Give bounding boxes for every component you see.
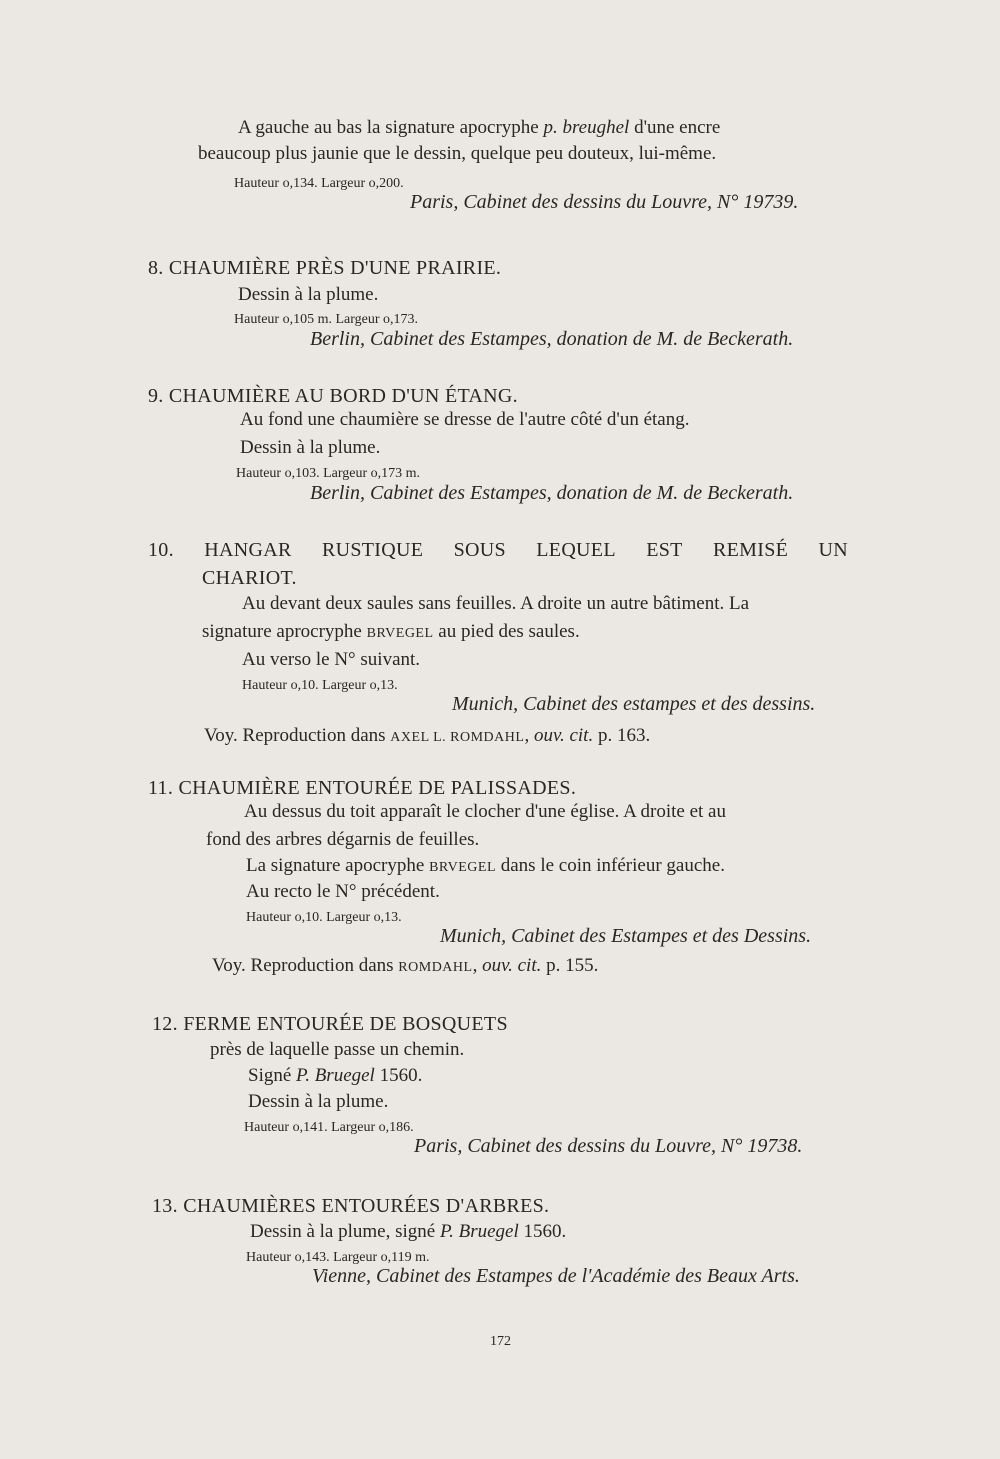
entry-10-title-word: HANGAR (204, 539, 292, 561)
signature-bruegel: P. Bruegel (439, 1221, 519, 1242)
signature-bruegel: P. Bruegel (296, 1065, 375, 1086)
entry-13-line-1 (250, 1220, 566, 1244)
entry-10-line-2-end: au pied des saules. (433, 621, 580, 642)
entry-13-location: Vienne, Cabinet des Estampes de l'Académie des Beaux Arts. (312, 1265, 800, 1287)
intro-location: Paris, Cabinet des dessins du Louvre, N° 19739. (410, 191, 799, 213)
entry-10-reference-sep: , (524, 725, 534, 746)
entry-12-line-3: Dessin à la plume. (248, 1091, 389, 1112)
entry-12-line-2-year: 1560. (374, 1065, 423, 1086)
intro-line-1-text: A gauche au bas la signature apocryphe (238, 117, 544, 138)
entry-12-title: 12. FERME ENTOURÉE DE BOSQUETS (152, 1013, 508, 1035)
entry-9-location: Berlin, Cabinet des Estampes, donation de M. de Beckerath. (310, 482, 794, 504)
entry-12-dimensions: Hauteur o,141. Largeur o,186. (244, 1120, 414, 1135)
entry-9-line-1: Au fond une chaumière se dresse de l'autre côté d'un étang. (240, 409, 690, 430)
apocryphal-signature: p. breughel (543, 117, 630, 138)
entry-11-line-3 (246, 854, 725, 880)
entry-11-line-3-end: dans le coin inférieur gauche. (496, 855, 725, 876)
signature-brvegel: BRVEGEL (429, 860, 496, 875)
entry-10-reference (204, 724, 650, 750)
entry-10-reference-text: Voy. Reproduction dans (204, 725, 391, 746)
entry-10-location: Munich, Cabinet des estampes et des dessins. (452, 693, 816, 715)
reference-citation: ouv. cit. (533, 725, 594, 746)
entry-13-title: 13. CHAUMIÈRES ENTOURÉES D'ARBRES. (152, 1195, 550, 1217)
entry-10-title (148, 538, 848, 562)
entry-11-line-1: Au dessus du toit apparaît le clocher d'une église. A droite et au (244, 801, 726, 822)
entry-10-reference-page: p. 163. (593, 725, 651, 746)
reference-author: AXEL L. ROMDAHL (390, 730, 525, 745)
entry-11-location: Munich, Cabinet des Estampes et des Dessins. (440, 925, 812, 947)
intro-line-1-end: d'une encre (629, 117, 721, 138)
entry-11-line-2: fond des arbres dégarnis de feuilles. (206, 829, 480, 850)
reference-author: ROMDAHL (398, 960, 473, 975)
entry-10-title-line-2: CHARIOT. (202, 567, 297, 589)
entry-11-reference (212, 954, 598, 980)
entry-12-line-2-text: Signé (248, 1065, 297, 1086)
entry-10-number: 10. (148, 539, 174, 561)
entry-9-line-2: Dessin à la plume. (240, 437, 381, 458)
entry-11-title: 11. CHAUMIÈRE ENTOURÉE DE PALISSADES. (148, 777, 577, 799)
entry-8-location: Berlin, Cabinet des Estampes, donation de M. de Beckerath. (310, 328, 794, 350)
entry-10-title-word: EST (646, 539, 683, 561)
intro-line-1 (238, 116, 720, 140)
entry-12-location: Paris, Cabinet des dessins du Louvre, N° 19738. (414, 1135, 803, 1157)
reference-citation: ouv. cit. (482, 955, 542, 976)
entry-10-line-1: Au devant deux saules sans feuilles. A droite un autre bâtiment. La (242, 593, 750, 614)
entry-13-line-1-text: Dessin à la plume, signé (250, 1221, 440, 1242)
entry-10-title-word: RUSTIQUE (321, 539, 424, 561)
entry-11-line-4: Au recto le N° précédent. (246, 881, 440, 902)
intro-line-2: beaucoup plus jaunie que le dessin, quelque peu douteux, lui-même. (198, 143, 717, 164)
entry-8-line-1: Dessin à la plume. (238, 284, 379, 305)
entry-12-line-1: près de laquelle passe un chemin. (210, 1039, 465, 1060)
entry-9-title: 9. CHAUMIÈRE AU BORD D'UN ÉTANG. (148, 385, 518, 407)
entry-12-line-2 (248, 1064, 422, 1088)
entry-11-reference-text: Voy. Reproduction dans (212, 955, 399, 976)
entry-10-title-word: REMISÉ (713, 539, 789, 561)
intro-dimensions: Hauteur o,134. Largeur o,200. (234, 176, 404, 191)
entry-10-dimensions: Hauteur o,10. Largeur o,13. (242, 678, 398, 693)
entry-9-dimensions: Hauteur o,103. Largeur o,173 m. (236, 466, 421, 481)
entry-11-reference-sep: , (472, 955, 483, 976)
entry-11-reference-page: p. 155. (541, 955, 599, 976)
entry-8-dimensions: Hauteur o,105 m. Largeur o,173. (234, 312, 419, 327)
entry-13-line-1-year: 1560. (518, 1221, 567, 1242)
signature-brvegel: BRVEGEL (366, 626, 434, 641)
entry-10-title-word: UN (818, 539, 848, 561)
entry-10-line-2 (202, 620, 580, 646)
entry-11-dimensions: Hauteur o,10. Largeur o,13. (246, 910, 402, 925)
entry-8-title: 8. CHAUMIÈRE PRÈS D'UNE PRAIRIE. (148, 257, 502, 279)
entry-10-line-2-text: signature aprocryphe (202, 621, 367, 642)
entry-13-dimensions: Hauteur o,143. Largeur o,119 m. (246, 1250, 430, 1265)
page-number: 172 (490, 1334, 511, 1349)
entry-11-line-3-text: La signature apocryphe (246, 855, 430, 876)
entry-10-title-word: SOUS (453, 539, 506, 561)
entry-10-line-3: Au verso le N° suivant. (242, 649, 421, 670)
entry-10-title-word: LEQUEL (536, 539, 616, 561)
